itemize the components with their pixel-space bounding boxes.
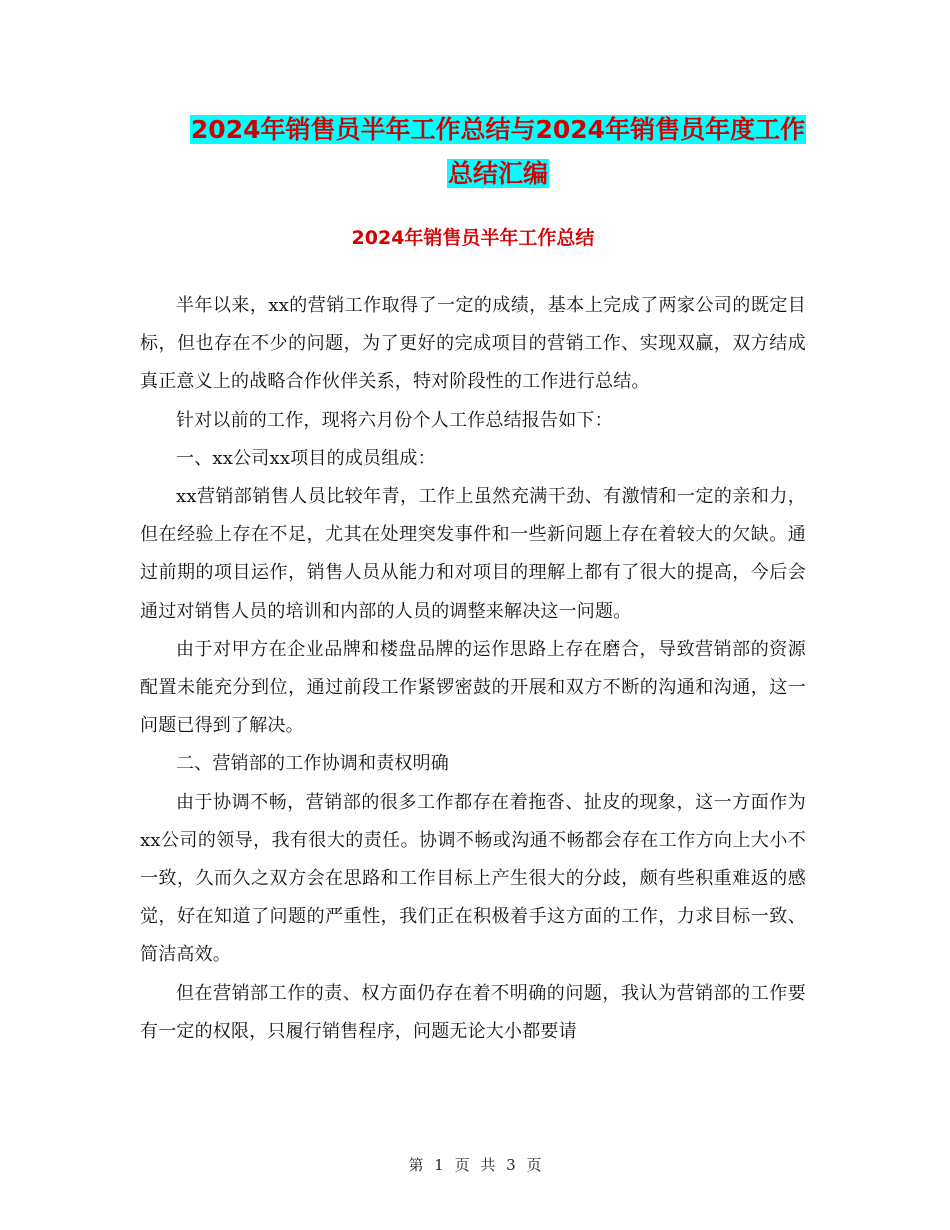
paragraph: 二、营销部的工作协调和责权明确 — [176, 753, 449, 775]
paragraph: 由于对甲方在企业品牌和楼盘品牌的运作思路上存在磨合，导致营销部的资源配置未能充分到位，通过前段工作紧锣密鼓的开展和双方不断的沟通和沟通，这一问题已得到了解决。 — [140, 638, 806, 737]
document-title-line2: 总结汇编 — [447, 159, 548, 188]
document-body — [140, 287, 806, 1051]
document-title — [140, 108, 856, 196]
paragraph: 一、xx公司xx项目的成员组成： — [176, 447, 436, 469]
document-title-line1: 2024年销售员半年工作总结与2024年销售员年度工作 — [190, 115, 806, 144]
section-title: 2024年销售员半年工作总结 — [351, 227, 595, 249]
paragraph: xx营销部销售人员比较年青，工作上虽然充满干劲、有激情和一定的亲和力，但在经验上存在不足，尤其在处理突发事件和一些新问题上存在着较大的欠缺。通过前期的项目运作，销售人员从能力和对项目的理解上都有了很大的提高，今后会通过对销售人员的培训和内部的人员的调整来解决这一问题。 — [140, 486, 806, 622]
paragraph: 针对以前的工作，现将六月份个人工作总结报告如下： — [176, 409, 613, 431]
paragraph: 但在营销部工作的责、权方面仍存在着不明确的问题，我认为营销部的工作要有一定的权限，只履行销售程序，问题无论大小都要请 — [140, 982, 806, 1042]
paragraph: 半年以来，xx的营销工作取得了一定的成绩，基本上完成了两家公司的既定目标，但也存在不少的问题，为了更好的完成项目的营销工作、实现双赢，双方结成真正意义上的战略合作伙伴关系，特对阶段性的工作进行总结。 — [140, 295, 806, 393]
paragraph: 由于协调不畅，营销部的很多工作都存在着拖沓、扯皮的现象，这一方面作为xx公司的领导，我有很大的责任。协调不畅或沟通不畅都会存在工作方向上大小不一致，久而久之双方会在思路和工作目标上产生很大的分歧，颇有些积重难返的感觉，好在知道了问题的严重性，我们正在积极着手这方面的工作，力求目标一致、简洁高效。 — [140, 791, 806, 966]
page-footer: 第 1 页 共 3 页 — [408, 1156, 542, 1174]
